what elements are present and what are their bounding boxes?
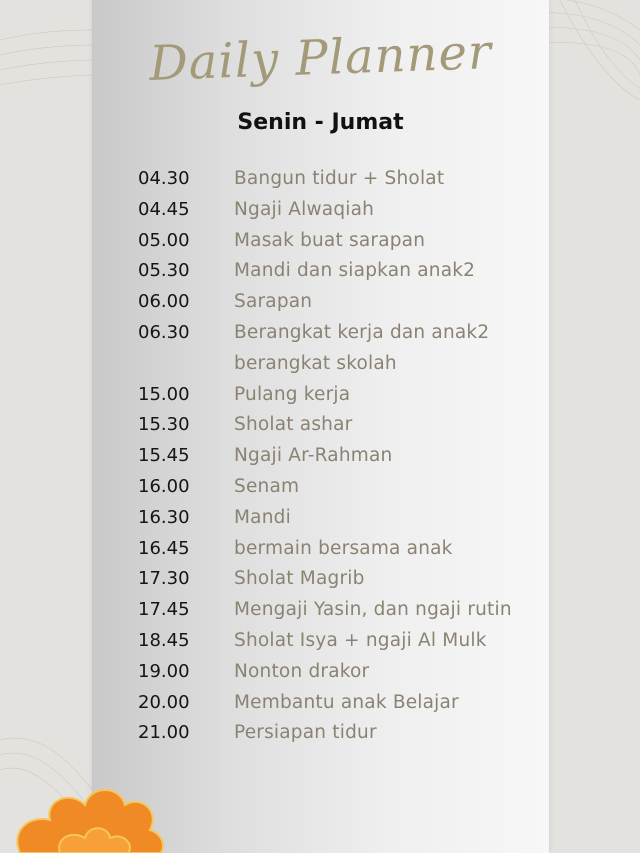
schedule-row xyxy=(138,164,538,195)
schedule-row xyxy=(138,410,538,441)
schedule-activity: bermain bersama anak xyxy=(234,537,453,559)
schedule-activity: Mengaji Yasin, dan ngaji rutin xyxy=(234,599,512,621)
schedule-time: 17.30 xyxy=(138,568,190,590)
schedule-row xyxy=(138,256,538,287)
schedule-activity: Membantu anak Belajar xyxy=(234,691,459,713)
schedule-time: 06.00 xyxy=(138,291,190,313)
schedule-activity: Bangun tidur + Sholat xyxy=(234,168,445,189)
schedule-time: 16.45 xyxy=(138,537,190,559)
schedule-time: 15.45 xyxy=(138,445,190,467)
schedule-time: 16.30 xyxy=(138,506,190,528)
schedule-row xyxy=(138,226,538,257)
schedule-row xyxy=(138,718,538,749)
schedule-row xyxy=(138,441,538,472)
schedule-time: 04.45 xyxy=(138,198,190,220)
schedule-row xyxy=(138,287,538,318)
schedule-time: 04.30 xyxy=(138,168,190,189)
schedule-row xyxy=(138,595,538,626)
schedule-activity: Sholat ashar xyxy=(234,414,353,436)
schedule-time: 15.30 xyxy=(138,414,190,436)
schedule-row xyxy=(138,195,538,226)
schedule-activity: Persiapan tidur xyxy=(234,722,377,744)
schedule-time: 19.00 xyxy=(138,660,190,682)
schedule-row xyxy=(138,657,538,688)
schedule-activity: Nonton drakor xyxy=(234,660,370,682)
flower-decoration xyxy=(0,760,190,853)
schedule-activity: Sholat Isya + ngaji Al Mulk xyxy=(234,629,487,651)
schedule-activity: Ngaji Alwaqiah xyxy=(234,198,375,220)
schedule-row xyxy=(138,534,538,565)
schedule-list xyxy=(138,164,538,749)
schedule-activity: Sarapan xyxy=(234,291,313,313)
schedule-row xyxy=(138,564,538,595)
schedule-row xyxy=(138,472,538,503)
schedule-time: 15.00 xyxy=(138,383,190,405)
schedule-row xyxy=(138,380,538,411)
schedule-activity: Masak buat sarapan xyxy=(234,229,426,251)
schedule-time: 05.00 xyxy=(138,229,190,251)
schedule-activity: Pulang kerja xyxy=(234,383,351,405)
schedule-time: 17.45 xyxy=(138,599,190,621)
schedule-time: 21.00 xyxy=(138,722,190,744)
page-subtitle: Senin - Jumat xyxy=(237,110,404,135)
schedule-row xyxy=(138,318,538,380)
schedule-time: 16.00 xyxy=(138,475,190,497)
page-title: Daily Planner xyxy=(148,24,493,92)
schedule-time: 18.45 xyxy=(138,629,190,651)
schedule-row xyxy=(138,688,538,719)
schedule-activity: Berangkat kerja dan anak2 berangkat skolah xyxy=(234,321,490,374)
schedule-row xyxy=(138,626,538,657)
schedule-activity: Ngaji Ar-Rahman xyxy=(234,445,393,467)
schedule-activity: Mandi dan siapkan anak2 xyxy=(234,260,476,282)
schedule-time: 20.00 xyxy=(138,691,190,713)
schedule-time: 05.30 xyxy=(138,260,190,282)
schedule-activity: Sholat Magrib xyxy=(234,568,365,590)
schedule-activity: Mandi xyxy=(234,506,291,528)
schedule-time: 06.30 xyxy=(138,321,190,343)
schedule-row xyxy=(138,503,538,534)
schedule-activity: Senam xyxy=(234,475,300,497)
